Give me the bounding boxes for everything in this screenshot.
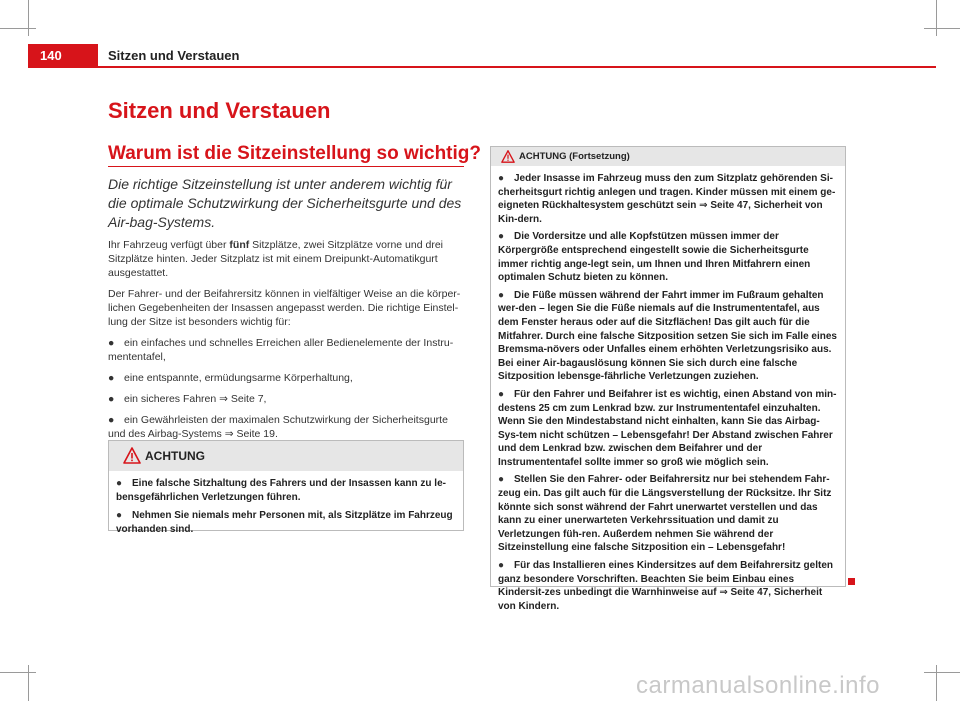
chapter-rule [108,166,464,167]
warning-label: ACHTUNG [145,449,205,463]
warning-header [109,441,463,471]
text-run: Ihr Fahrzeug verfügt über [108,239,230,251]
warning-header [491,147,845,166]
list-item [498,172,838,226]
crop-mark [924,28,960,29]
list-item [116,509,456,537]
list-item [108,336,464,364]
list-item [116,477,456,505]
text-run: Sitzplätze, zwei Sitzplätze vorne und drei Sitzplätze hinten. Jeder Sitzplatz ist mit einem Dreipunkt-Automatikgurt ausgestattet. [108,239,443,279]
warning-triangle-icon [123,447,141,469]
section-end-mark [848,578,855,585]
section-title: Sitzen und Verstauen [108,98,331,123]
list-item-text: Für den Fahrer und Beifahrer ist es wichtig, einen Abstand von min-destens 25 cm zum Lenkrad bzw. zur Instrumententafel einzuhalten. Wenn Sie den Mindestabstand nicht einhalten, kann Sie das Airbag-Sys-tem nicht schützen – Lebensgefahr! Der Abstand zwischen Fahrer und dem Lenkrad bzw. zwischen dem Beifahrer und der Instrumententafel sollte immer so groß wie möglich sein. [498,388,837,468]
bullet-icon: ● [116,478,123,489]
paragraph: Der Fahrer- und der Beifahrersitz können in vielfältiger Weise an die körper-lichen Gegebenheiten der Insassen angepasst werden. Die richtige Einstel-lung der Sitze ist besonders wichtig für: [108,288,461,328]
text-bold: fünf [229,239,250,251]
warning-box-continued [490,146,846,612]
bullet-icon: ● [108,337,115,349]
list-item-text: ein Gewährleisten der maximalen Schutzwirkung der Sicherheitsgurte und des Airbag-Systems ⇒ Seite 19. [108,414,448,440]
crop-mark [936,0,937,36]
bullet-icon: ● [116,510,123,521]
list-item [498,388,838,470]
page-number-box [28,44,98,68]
watermark: carmanualsonline.info [636,672,880,699]
list-item-text: ein sicheres Fahren ⇒ Seite 7, [124,393,267,405]
warning-box [108,440,464,535]
bullet-icon: ● [108,393,115,405]
crop-mark [0,28,36,29]
paragraph [108,238,464,280]
crop-mark [28,0,29,36]
list-item-text: Die Füße müssen während der Fahrt immer im Fußraum gehalten wer-den – legen Sie die Füße niemals auf die Instrumententafel, aus dem Fenster heraus oder auf die Sitzflächen! Das gilt auch für die Mitfahrer. Durch eine falsche Sitzposition setzen Sie sich im Falle eines Bremsma-növers oder Unfalles einem erhöhten Verletzungsrisiko aus. Bei einer Air-bagauslösung können Sie sich durch eine falsche Sitzposition lebensge-fährliche Verletzungen zuziehen. [498,289,837,383]
body-text [108,238,464,448]
header-rule [98,66,936,68]
bullet-icon: ● [498,560,505,572]
bullet-icon: ● [108,414,115,426]
page-number: 140 [40,48,62,63]
list-item-text: Für das Installieren eines Kindersitzes auf dem Beifahrersitz gelten ganz besondere Vorschriften. Beachten Sie beim Einbau eines Kindersit-zes unbedingt die Warnhinweise auf ⇒ Seite 47, Sicherheit von Kindern. [498,560,833,612]
crop-mark [936,665,937,701]
warning-body [109,471,463,547]
bullet-icon: ● [498,173,505,184]
warning-label: ACHTUNG (Fortsetzung) [519,151,630,162]
list-item [498,559,838,613]
intro-text: Die richtige Sitzeinstellung ist unter anderem wichtig für die optimale Schutzwirkung der Sicherheitsgurte und des Air-bag-Systems. [108,176,462,230]
list-item-text: ein einfaches und schnelles Erreichen aller Bedienelemente der Instru-mententafel, [108,337,454,363]
bullet-icon: ● [108,372,115,384]
bullet-icon: ● [498,388,505,400]
list-item-text: Jeder Insasse im Fahrzeug muss den zum Sitzplatz gehörenden Si-cherheitsgurt richtig anlegen und tragen. Kinder müssen mit einem ge-eigneten Rückhaltesystem geschützt sein ⇒ Seite 47, Sicherheit von Kin-dern. [498,173,836,225]
list-item [108,371,464,385]
list-item [498,230,838,284]
crop-mark [924,672,960,673]
list-item [498,289,838,384]
list-item-text: eine entspannte, ermüdungsarme Körperhaltung, [124,372,353,384]
list-item-text: Stellen Sie den Fahrer- oder Beifahrersitz nur bei stehendem Fahr-zeug ein. Das gilt auch für die Längsverstellung der Rücksitze. Ihr Sitz könnte sich sonst während der Fahrt unerwartet verstellen und das kann zu einer unerwarteten Verkehrssituation und damit zu Verletzungen füh-ren. Außerdem nehmen Sie während der Sitzeinstellung eine falsche Sitzposition ein – Lebensgefahr! [498,474,832,554]
crop-mark [0,672,36,673]
list-item-text: Die Vordersitze und alle Kopfstützen müssen immer der Körpergröße entsprechend eingestellt sowie die Sicherheitsgurte immer richtig ange-legt sein, um Ihnen und Ihren Mitfahrern einen optimalen Schutz bieten zu können. [498,231,811,284]
crop-mark [28,665,29,701]
warning-triangle-icon [501,150,515,168]
bullet-icon: ● [498,289,505,301]
warning-body [491,166,845,623]
list-item [498,473,838,555]
bullet-icon: ● [498,231,505,243]
list-item [108,392,464,406]
chapter-title: Warum ist die Sitzeinstellung so wichtig? [108,143,481,164]
list-item-text: Eine falsche Sitzhaltung des Fahrers und der Insassen kann zu le-bensgefährlichen Verletzungen führen. [116,478,446,503]
list-item [108,413,464,441]
list-item-text: Nehmen Sie niemals mehr Personen mit, als Sitzplätze im Fahrzeug vorhanden sind. [116,510,453,535]
running-header-title: Sitzen und Verstauen [108,48,240,63]
bullet-icon: ● [498,474,505,486]
